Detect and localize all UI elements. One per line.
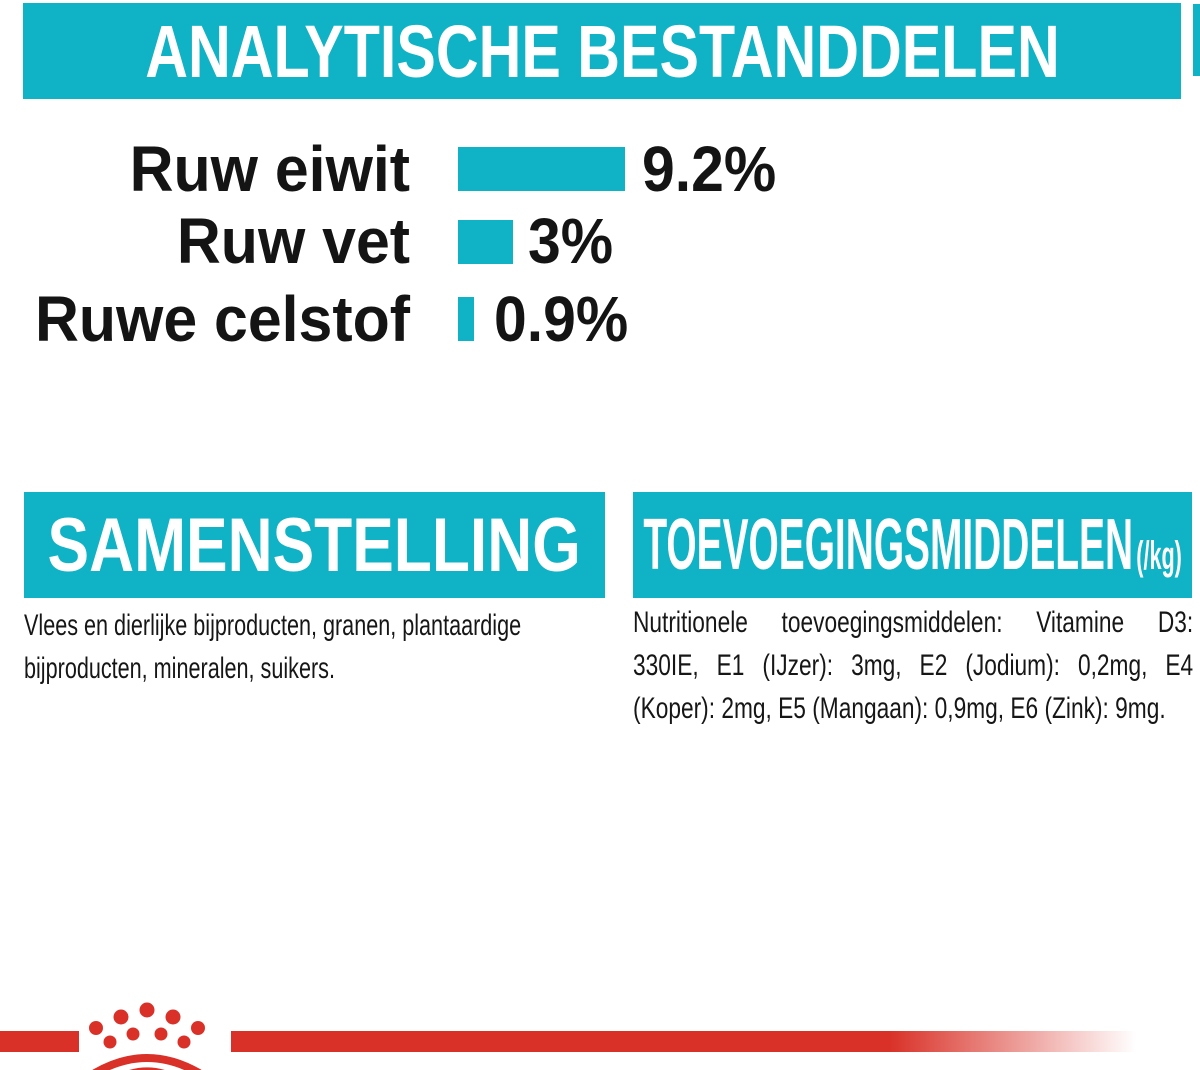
royal-canin-crown-icon [85, 1001, 209, 1070]
chart-label-crude-protein: Ruw eiwit [129, 133, 410, 205]
chart-label-crude-fat: Ruw vet [176, 205, 410, 277]
red-divider-left [0, 1031, 79, 1052]
additives-title-group [643, 504, 1182, 586]
composition-body-line: Vlees en dierlijke bijproducten, granen, plantaardige [24, 609, 522, 642]
analytic-components-header [23, 3, 1181, 99]
composition-header [24, 492, 605, 598]
composition-title: SAMENSTELLING [47, 502, 582, 588]
bar-crude-protein [458, 147, 625, 191]
chart-label-crude-fiber: Ruwe celstof [34, 283, 411, 355]
additives-header [633, 492, 1192, 598]
additives-body-line: 330IE, E1 (IJzer): 3mg, E2 (Jodium): 0,2mg, E4 [633, 649, 1194, 682]
bar-crude-fiber [458, 297, 474, 341]
bar-crude-fat [458, 220, 513, 264]
chart-value-crude-protein: 9.2% [642, 133, 777, 205]
chart-value-crude-fat: 3% [528, 205, 614, 277]
neighbor-panel-sliver [1193, 4, 1200, 76]
additives-title-unit: (/kg) [1136, 534, 1182, 578]
additives-title: TOEVOEGINGSMIDDELEN [643, 505, 1133, 585]
red-divider-right [231, 1031, 1145, 1052]
additives-body [633, 601, 1193, 730]
additives-body-line: (Koper): 2mg, E5 (Mangaan): 0,9mg, E6 (Zink): 9mg. [633, 692, 1166, 725]
chart-value-crude-fiber: 0.9% [494, 283, 629, 355]
composition-body-line: bijproducten, mineralen, suikers. [24, 652, 335, 685]
additives-body-line: Nutritionele toevoegingsmiddelen: Vitamine D3: [633, 606, 1194, 639]
composition-body [24, 604, 521, 690]
analytic-components-title: ANALYTISCHE BESTANDDELEN [144, 9, 1060, 93]
